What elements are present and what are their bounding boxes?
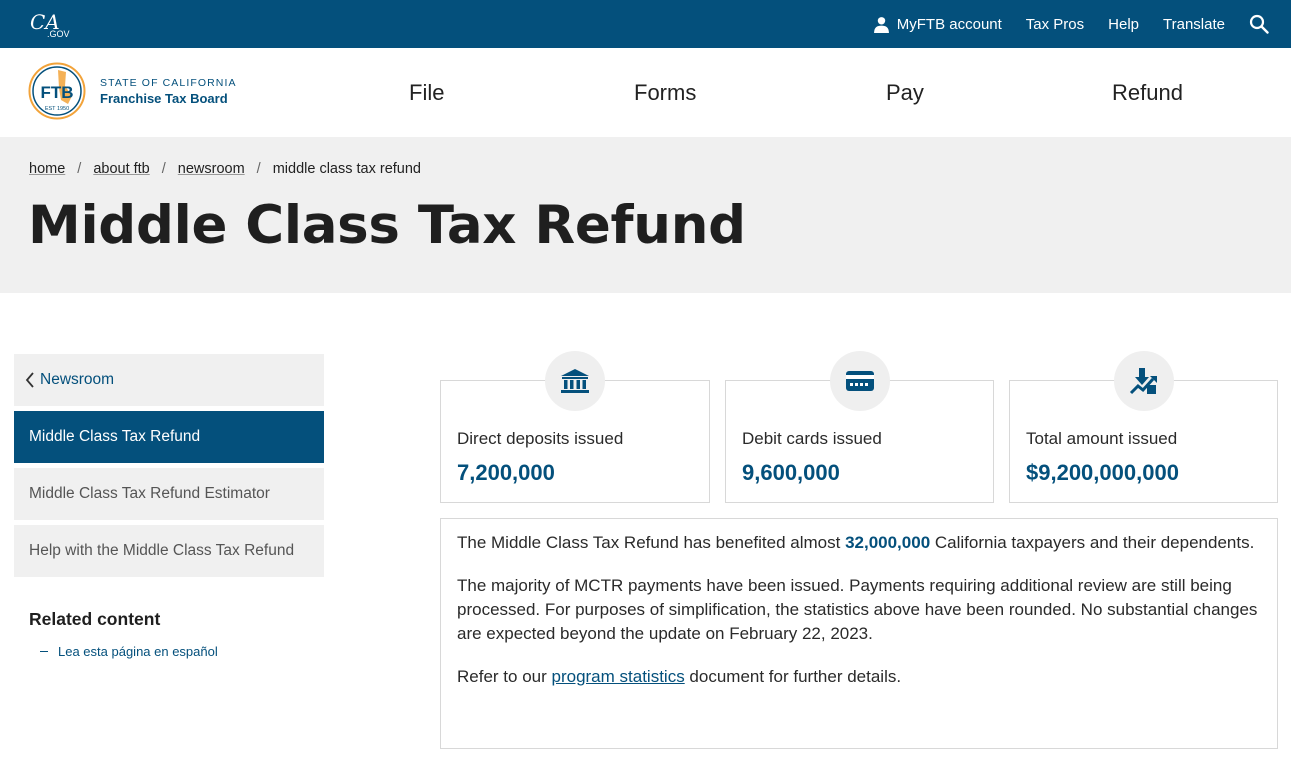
nav-pay[interactable]: Pay [886,80,924,105]
breadcrumb-separator: / [161,161,166,177]
stat-card-debit-cards [725,380,994,503]
stat-card-direct-deposits [440,380,710,503]
tax-pros-link[interactable]: Tax Pros [1025,15,1085,33]
search-icon[interactable] [1249,14,1269,34]
ca-gov-logo[interactable] [30,9,70,39]
myftb-account-link[interactable] [873,16,1002,33]
utility-nav [873,0,1291,48]
myftb-account-label: MyFTB account [896,15,1002,33]
page-title: Middle Class Tax Refund [28,195,746,256]
sidebar-item-help[interactable]: Help with the Middle Class Tax Refund [14,525,324,577]
icon-circle [545,351,605,411]
breadcrumb-separator: / [256,161,261,177]
program-statistics-link[interactable]: program statistics [551,667,685,686]
seal-est: EST 1950 [44,106,70,112]
breadcrumb-about-ftb[interactable]: about ftb [93,161,150,177]
seal-text: FTB [40,83,74,102]
sidebar-back-newsroom[interactable] [14,354,324,406]
org-name[interactable] [100,77,237,106]
info-p1-highlight: 32,000,000 [845,533,931,552]
info-p3-after: document for further details. [684,667,902,686]
stat-value: 9,600,000 [742,460,840,485]
breadcrumb-current: middle class tax refund [272,161,421,177]
related-link-spanish[interactable] [40,644,218,659]
sidebar-back-label: Newsroom [40,371,115,388]
breadcrumb-home[interactable]: home [29,161,66,177]
breadcrumb-separator: / [77,161,82,177]
ftb-seal-logo[interactable] [28,62,86,120]
org-title: Franchise Tax Board [100,91,228,106]
nav-forms[interactable]: Forms [634,80,697,105]
org-state: STATE OF CALIFORNIA [100,77,237,89]
info-box [440,518,1278,749]
related-content-heading: Related content [29,609,161,629]
chevron-left-icon [25,372,35,388]
money-transfer-icon [1129,366,1159,396]
nav-file[interactable]: File [409,80,445,105]
title-band [0,137,1291,293]
breadcrumb-newsroom[interactable]: newsroom [177,161,245,177]
credit-card-icon [845,370,875,392]
utility-bar [0,0,1291,48]
stat-label: Direct deposits issued [457,429,624,448]
info-paragraph [457,531,1261,555]
stat-value: $9,200,000,000 [1026,460,1179,485]
stat-value: 7,200,000 [457,460,555,485]
stat-label: Total amount issued [1026,429,1178,448]
bank-icon [560,368,590,394]
nav-refund[interactable]: Refund [1112,80,1183,105]
icon-circle [1114,351,1174,411]
info-p3-before: Refer to our [457,667,552,686]
breadcrumb [29,161,421,177]
translate-link[interactable]: Translate [1163,15,1225,33]
sidebar-item-estimator[interactable]: Middle Class Tax Refund Estimator [14,468,324,520]
sidebar-item-mctr[interactable]: Middle Class Tax Refund [14,411,324,463]
stat-card-total-amount [1009,380,1278,503]
info-paragraph: The majority of MCTR payments have been issued. Payments requiring additional review are still being processed. For purposes of simplification, the statistics above have been rounded. No substantial changes are expected beyond the update on February 22, 2023. [457,576,1258,643]
related-link-label: Lea esta página en español [58,644,218,659]
info-paragraph [457,665,1261,689]
help-link[interactable]: Help [1108,15,1140,33]
site-header [0,48,1291,137]
dash-bullet [40,651,48,652]
info-p1-before: The Middle Class Tax Refund has benefited almost [457,533,846,552]
stat-label: Debit cards issued [742,429,882,448]
info-p1-after: California taxpayers and their dependents. [930,533,1255,552]
person-icon [873,16,890,33]
svg-text:.GOV: .GOV [47,29,70,39]
svg-text:CA: CA [30,10,60,34]
icon-circle [830,351,890,411]
